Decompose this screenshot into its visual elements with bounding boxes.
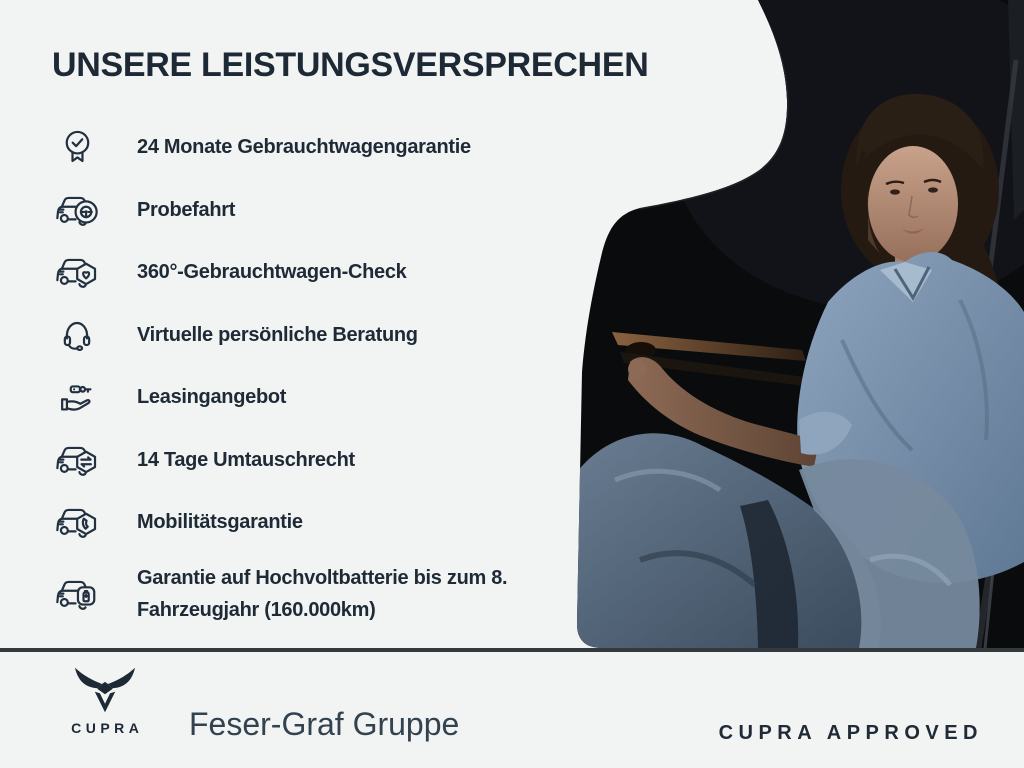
list-item (54, 499, 529, 545)
footer (0, 652, 1024, 768)
service-label: 14 Tage Umtauschrecht (137, 448, 355, 471)
cupra-logo (55, 666, 155, 736)
list-item (54, 187, 529, 233)
service-label: Leasingangebot (137, 386, 287, 408)
car-steering-badge-icon (54, 187, 100, 233)
service-label: Virtuelle persönliche Beratung (137, 323, 418, 346)
cupra-wordmark: CUPRA (71, 720, 144, 736)
cupra-emblem-icon (75, 666, 135, 714)
list-item (54, 437, 529, 483)
award-badge-icon (54, 124, 100, 170)
page-title: UNSERE LEISTUNGSVERSPRECHEN (52, 46, 649, 84)
list-item (54, 312, 529, 358)
hand-key-icon (54, 374, 100, 420)
service-label: Garantie auf Hochvoltbatterie bis zum 8. Fahrzeugjahr (160.000km) (137, 566, 508, 621)
service-label: Probefahrt (137, 198, 236, 221)
service-list (54, 124, 529, 642)
car-exchange-badge-icon (54, 437, 100, 483)
service-label: 24 Monate Gebrauchtwagengarantie (137, 136, 471, 158)
car-phone-badge-icon (54, 499, 100, 545)
list-item (54, 562, 529, 626)
headset-icon (54, 312, 100, 358)
service-label: Mobilitätsgarantie (137, 511, 303, 533)
car-battery-badge-icon (54, 571, 100, 617)
cupra-approved-label: CUPRA APPROVED (718, 722, 983, 744)
woman-face (868, 146, 958, 262)
list-item (54, 249, 529, 295)
list-item (54, 374, 529, 420)
list-item (54, 124, 529, 170)
car-heart-badge-icon (54, 249, 100, 295)
dealer-name: Feser-Graf Gruppe (189, 706, 460, 742)
service-label: 360°-Gebrauchtwagen-Check (137, 261, 407, 283)
